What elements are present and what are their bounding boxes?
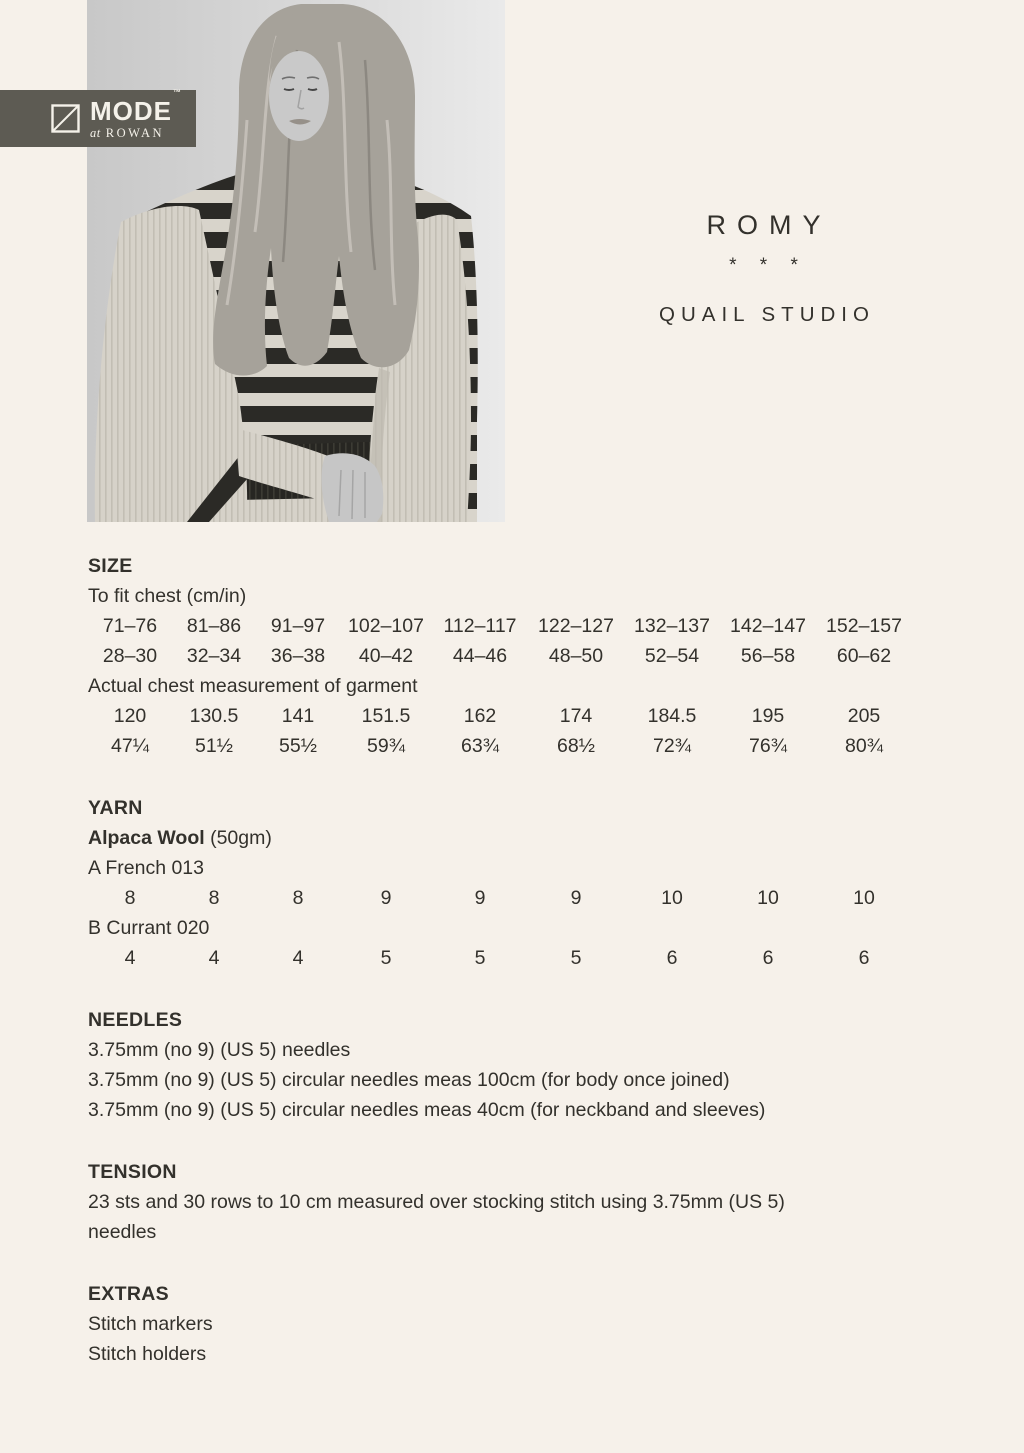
to-fit-cm-value: 81–86 [186, 615, 242, 637]
actual-cm-value: 205 [847, 705, 881, 727]
mode-square-logo-icon [51, 104, 80, 133]
brand-text-block [90, 87, 182, 140]
size-heading: SIZE [88, 555, 133, 577]
actual-cm-value: 120 [113, 705, 147, 727]
to-fit-cm-value: 102–107 [348, 615, 424, 637]
brand-name: MODE™ [90, 87, 182, 126]
to-fit-cm-value: 112–117 [443, 615, 517, 637]
yarn-qty-a-value: 8 [124, 887, 136, 909]
to-fit-cm-value: 91–97 [270, 615, 326, 637]
yarn-qty-a-value: 10 [661, 887, 683, 909]
needles-line: 3.75mm (no 9) (US 5) circular needles meas 100cm (for body once joined) [88, 1069, 730, 1091]
yarn-qty-a-value: 10 [853, 887, 875, 909]
to-fit-cm-value: 152–157 [826, 615, 902, 637]
yarn-qty-a-value: 9 [474, 887, 486, 909]
yarn-qty-a-value: 9 [570, 887, 582, 909]
needles-line: 3.75mm (no 9) (US 5) needles [88, 1039, 351, 1061]
actual-cm-value: 174 [559, 705, 593, 727]
to-fit-in-value: 36–38 [270, 645, 326, 667]
yarn-qty-b-value: 4 [208, 947, 220, 969]
to-fit-cm-value: 71–76 [102, 615, 158, 637]
actual-cm-value: 130.5 [189, 705, 239, 727]
actual-cm-value: 184.5 [647, 705, 697, 727]
to-fit-cm-value: 142–147 [730, 615, 806, 637]
to-fit-in-value: 52–54 [644, 645, 700, 667]
to-fit-chest-label: To fit chest (cm/in) [88, 585, 247, 607]
actual-chest-label: Actual chest measurement of garment [88, 675, 418, 697]
to-fit-cm-value: 122–127 [538, 615, 614, 637]
to-fit-in-value: 28–30 [102, 645, 158, 667]
actual-cm-row [88, 701, 948, 731]
to-fit-in-value: 44–46 [452, 645, 508, 667]
to-fit-in-value: 32–34 [186, 645, 242, 667]
actual-in-value: 55½ [279, 735, 317, 757]
to-fit-in-value: 40–42 [358, 645, 414, 667]
brand-badge [0, 87, 196, 147]
actual-in-value: 63¾ [461, 735, 499, 757]
to-fit-cm-value: 132–137 [634, 615, 710, 637]
yarn-qty-b-value: 6 [762, 947, 774, 969]
to-fit-in-value: 56–58 [740, 645, 796, 667]
trademark-mark: ™ [173, 87, 182, 97]
yarn-qty-b-value: 6 [858, 947, 870, 969]
to-fit-in-row [88, 641, 948, 671]
pattern-info [88, 551, 948, 1369]
yarn-qty-a-value: 8 [292, 887, 304, 909]
extras-lines [88, 1309, 948, 1369]
needles-lines [88, 1035, 948, 1125]
extras-heading: EXTRAS [88, 1283, 169, 1305]
yarn-qty-b-value: 5 [380, 947, 392, 969]
yarn-shade-b: B Currant 020 [88, 917, 210, 939]
actual-in-value: 47¼ [111, 735, 149, 757]
yarn-qty-a-value: 9 [380, 887, 392, 909]
yarn-qty-a-value: 8 [208, 887, 220, 909]
actual-cm-value: 162 [463, 705, 497, 727]
difficulty-stars: * * * [729, 255, 807, 276]
yarn-qty-a-value: 10 [757, 887, 779, 909]
pattern-title: ROMY [706, 210, 832, 240]
tension-line: needles [88, 1221, 157, 1243]
yarn-section [88, 793, 948, 973]
extras-section [88, 1279, 948, 1369]
tension-section [88, 1157, 948, 1247]
yarn-weight: (50gm) [204, 827, 272, 849]
to-fit-cm-row [88, 611, 948, 641]
needles-line: 3.75mm (no 9) (US 5) circular needles meas 40cm (for neckband and sleeves) [88, 1099, 766, 1121]
designer-name: QUAIL STUDIO [659, 303, 875, 326]
model-photo-illustration [87, 0, 505, 522]
yarn-qty-b-value: 5 [570, 947, 582, 969]
to-fit-in-value: 60–62 [836, 645, 892, 667]
yarn-name: Alpaca Wool [88, 827, 205, 849]
needles-section [88, 1005, 948, 1125]
tension-lines [88, 1187, 948, 1247]
extras-line: Stitch holders [88, 1343, 207, 1365]
tension-line: 23 sts and 30 rows to 10 cm measured over stocking stitch using 3.75mm (US 5) [88, 1191, 785, 1213]
to-fit-in-value: 48–50 [548, 645, 604, 667]
actual-in-value: 80¾ [845, 735, 883, 757]
actual-in-value: 51½ [195, 735, 233, 757]
size-section [88, 551, 948, 761]
yarn-shade-a: A French 013 [88, 857, 204, 879]
actual-in-row [88, 731, 948, 761]
yarn-qty-b-value: 6 [666, 947, 678, 969]
extras-line: Stitch markers [88, 1313, 213, 1335]
yarn-heading: YARN [88, 797, 143, 819]
brand-subtitle-at: at [90, 125, 101, 140]
yarn-qty-b-row [88, 943, 948, 973]
actual-cm-value: 141 [281, 705, 315, 727]
yarn-qty-b-value: 5 [474, 947, 486, 969]
tension-heading: TENSION [88, 1161, 177, 1183]
model-photo [87, 0, 505, 522]
yarn-name-line [88, 823, 948, 853]
actual-cm-value: 151.5 [361, 705, 411, 727]
actual-in-value: 68½ [557, 735, 595, 757]
actual-cm-value: 195 [751, 705, 785, 727]
actual-in-value: 72¾ [653, 735, 691, 757]
yarn-qty-b-value: 4 [292, 947, 304, 969]
yarn-qty-a-row [88, 883, 948, 913]
actual-in-value: 59¾ [367, 735, 405, 757]
brand-subtitle [90, 127, 181, 140]
brand-subtitle-rowan: ROWAN [105, 125, 165, 140]
needles-heading: NEEDLES [88, 1009, 183, 1031]
actual-in-value: 76¾ [749, 735, 787, 757]
yarn-qty-b-value: 4 [124, 947, 136, 969]
